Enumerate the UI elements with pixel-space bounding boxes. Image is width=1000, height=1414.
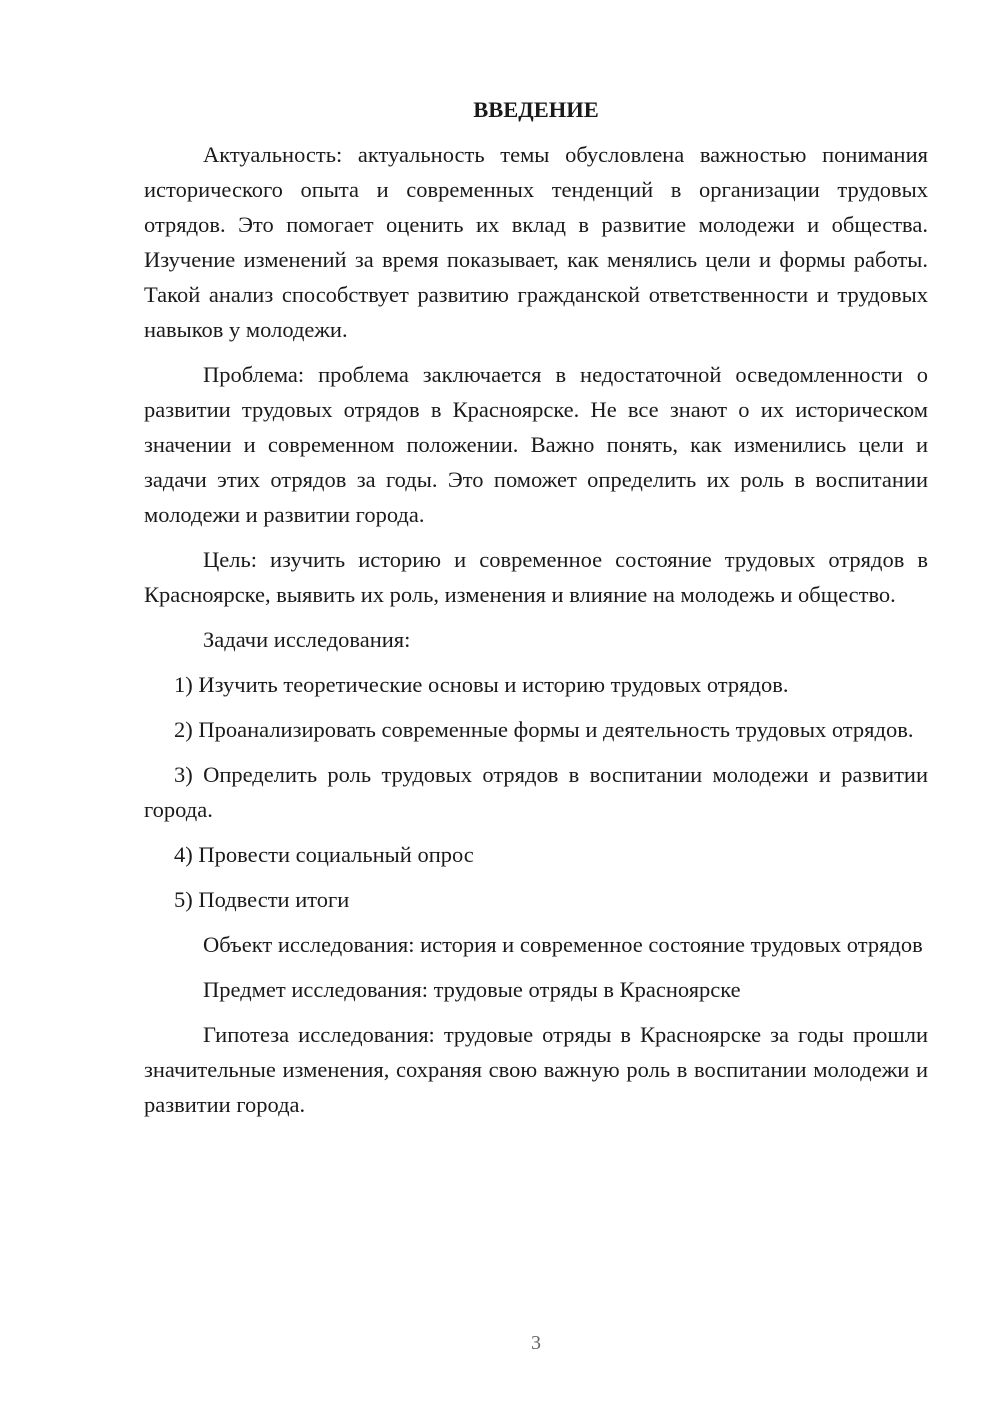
section-title: ВВЕДЕНИЕ	[473, 97, 599, 122]
paragraph-subject: Предмет исследования: трудовые отряды в Красноярске	[203, 977, 741, 1002]
page-number: 3	[531, 1332, 541, 1354]
paragraph-hypothesis: Гипотеза исследования: трудовые отряды в Красноярске за годы прошли значительные изменения, сохраняя свою важную роль в воспитании молодежи и развитии города.	[144, 1022, 928, 1117]
document-body	[144, 92, 928, 1132]
list-item: 4) Провести социальный опрос	[174, 842, 474, 867]
list-item: 3) Определить роль трудовых отрядов в воспитании молодежи и развитии города.	[144, 762, 928, 822]
paragraph-problem: Проблема: проблема заключается в недостаточной осведомленности о развитии трудовых отрядов в Красноярске. Не все знают о их историческом значении и современном положении. Важно понять, как изменились цели и задачи этих отрядов за годы. Это поможет определить их роль в воспитании молодежи и развитии города.	[144, 362, 928, 527]
paragraph-tasks-heading: Задачи исследования:	[203, 627, 411, 652]
paragraph-relevance: Актуальность: актуальность темы обусловлена важностью понимания исторического опыта и современных тенденций в организации трудовых отрядов. Это помогает оценить их вклад в развитие молодежи и общества. Изучение изменений за время показывает, как менялись цели и формы работы. Такой анализ способствует развитию гражданской ответственности и трудовых навыков у молодежи.	[144, 142, 928, 342]
list-item: 2) Проанализировать современные формы и деятельность трудовых отрядов.	[174, 717, 914, 742]
paragraph-goal: Цель: изучить историю и современное состояние трудовых отрядов в Красноярске, выявить их роль, изменения и влияние на молодежь и общество.	[144, 547, 928, 607]
list-item: 1) Изучить теоретические основы и историю трудовых отрядов.	[174, 672, 789, 697]
paragraph-object: Объект исследования: история и современное состояние трудовых отрядов	[203, 932, 923, 957]
tasks-list	[144, 667, 928, 917]
list-item: 5) Подвести итоги	[174, 887, 350, 912]
